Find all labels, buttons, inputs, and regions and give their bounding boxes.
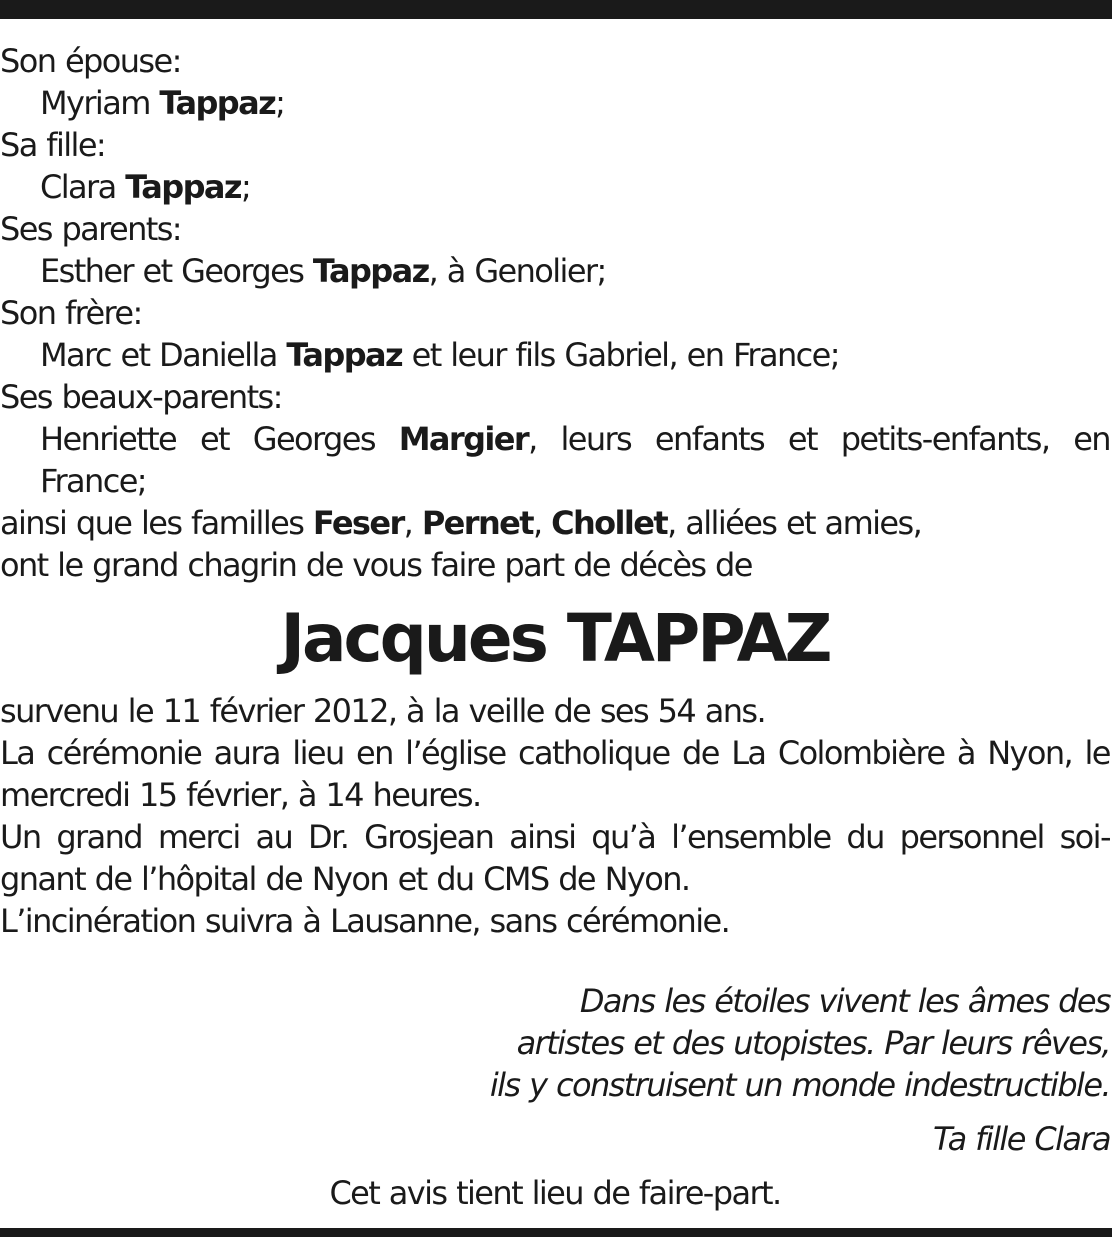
ceremony-word: aura xyxy=(213,734,280,772)
ceremony-line-2: mercredi 15 février, à 14 heures. xyxy=(0,776,481,814)
ceremony-word: de xyxy=(682,734,719,772)
ceremony-word: Nyon, xyxy=(987,734,1073,772)
brother-name xyxy=(0,334,1110,376)
daughter-first-name: Clara xyxy=(40,168,116,206)
daughter-last-name: Tappaz xyxy=(125,168,241,206)
date-line: survenu le 11 février 2012, à la veille de ses 54 ans. xyxy=(0,692,766,730)
thanks-word: grand xyxy=(56,818,143,856)
thanks-word: l’ensemble xyxy=(671,818,831,856)
spouse-last-name: Tappaz xyxy=(159,84,276,122)
families-prefix: ainsi que les familles xyxy=(0,504,304,542)
quote-signature: Ta fille Clara xyxy=(933,1120,1110,1158)
thanks-word: Dr. xyxy=(308,818,349,856)
spacer xyxy=(0,942,1110,980)
inlaws-word: en xyxy=(1073,420,1110,458)
quote-line-1: Dans les étoiles vivent les âmes des xyxy=(579,982,1110,1020)
top-rule xyxy=(0,0,1112,19)
ceremony-word: lieu xyxy=(292,734,344,772)
family-name-2: Pernet xyxy=(421,504,533,542)
footer-note: Cet avis tient lieu de faire-part. xyxy=(329,1174,781,1212)
daughter-label: Sa fille: xyxy=(0,126,106,164)
ceremony-word: le xyxy=(1084,734,1110,772)
announcement-line: ont le grand chagrin de vous faire part de décès de xyxy=(0,546,752,584)
ceremony-word: cérémonie xyxy=(46,734,202,772)
obituary-notice xyxy=(0,40,1110,1214)
brother-rest: et leur fils Gabriel, en France; xyxy=(411,336,839,374)
inlaws-word: leurs xyxy=(560,420,632,458)
parents-label: Ses parents: xyxy=(0,210,181,248)
ceremony-word: en xyxy=(356,734,393,772)
ceremony-word: La xyxy=(731,734,766,772)
quote-line-2: artistes et des utopistes. Par leurs rêves, xyxy=(516,1024,1110,1062)
thanks-word: Un xyxy=(0,818,41,856)
thanks-word: ainsi xyxy=(509,818,576,856)
inlaws-word: Georges xyxy=(252,420,375,458)
spouse-label: Son épouse: xyxy=(0,42,181,80)
brother-label: Son frère: xyxy=(0,294,142,332)
thanks-line-2: gnant de l’hôpital de Nyon et du CMS de Nyon. xyxy=(0,860,690,898)
inlaws-last-name: Margier xyxy=(398,420,529,458)
family-name-3: Chollet xyxy=(551,504,668,542)
thanks-word: soi- xyxy=(1059,818,1110,856)
ceremony-word: à xyxy=(956,734,975,772)
ceremony-word: l’église xyxy=(405,734,506,772)
spouse-first-name: Myriam xyxy=(40,84,150,122)
parents-last-name: Tappaz xyxy=(312,252,429,290)
quote-line-3: ils y construisent un monde indestructible. xyxy=(489,1066,1110,1104)
parents-name xyxy=(0,250,1110,292)
inlaws-word: Henriette xyxy=(40,420,177,458)
brother-first-names: Marc et Daniella xyxy=(40,336,277,374)
thanks-line-1 xyxy=(0,816,1110,858)
ceremony-line-1 xyxy=(0,732,1110,774)
inlaws-word: et xyxy=(199,420,229,458)
ceremony-word: La xyxy=(0,734,35,772)
inlaws-last-name-group: Margier, xyxy=(398,420,537,458)
parents-first-names: Esther et Georges xyxy=(40,252,304,290)
inlaws-word: petits-enfants, xyxy=(840,420,1050,458)
deceased-name: Jacques TAPPAZ xyxy=(280,600,830,677)
inlaws-line-2: France; xyxy=(40,462,146,500)
parents-place: , à Genolier; xyxy=(428,252,606,290)
families-suffix: , alliées et amies, xyxy=(667,504,922,542)
cremation-line: L’incinération suivra à Lausanne, sans cérémonie. xyxy=(0,902,730,940)
thanks-word: au xyxy=(255,818,293,856)
ceremony-word: catholique xyxy=(517,734,670,772)
bottom-rule xyxy=(0,1228,1112,1237)
thanks-word: personnel xyxy=(899,818,1044,856)
thanks-word: merci xyxy=(157,818,240,856)
thanks-word: qu’à xyxy=(591,818,656,856)
brother-last-name: Tappaz xyxy=(286,336,403,374)
spouse-name: Myriam Tappaz; xyxy=(40,84,285,122)
family-name-1: Feser xyxy=(312,504,404,542)
daughter-name: Clara Tappaz; xyxy=(40,168,251,206)
thanks-word: du xyxy=(846,818,884,856)
inlaws-word: enfants xyxy=(654,420,765,458)
ceremony-word: Colombière xyxy=(777,734,945,772)
inlaws-label: Ses beaux-parents: xyxy=(0,378,282,416)
thanks-word: Grosjean xyxy=(364,818,494,856)
inlaws-word: et xyxy=(787,420,817,458)
families-line: ainsi que les familles Feser, Pernet, Chollet, alliées et amies, xyxy=(0,504,922,542)
inlaws-line-1 xyxy=(0,418,1110,460)
